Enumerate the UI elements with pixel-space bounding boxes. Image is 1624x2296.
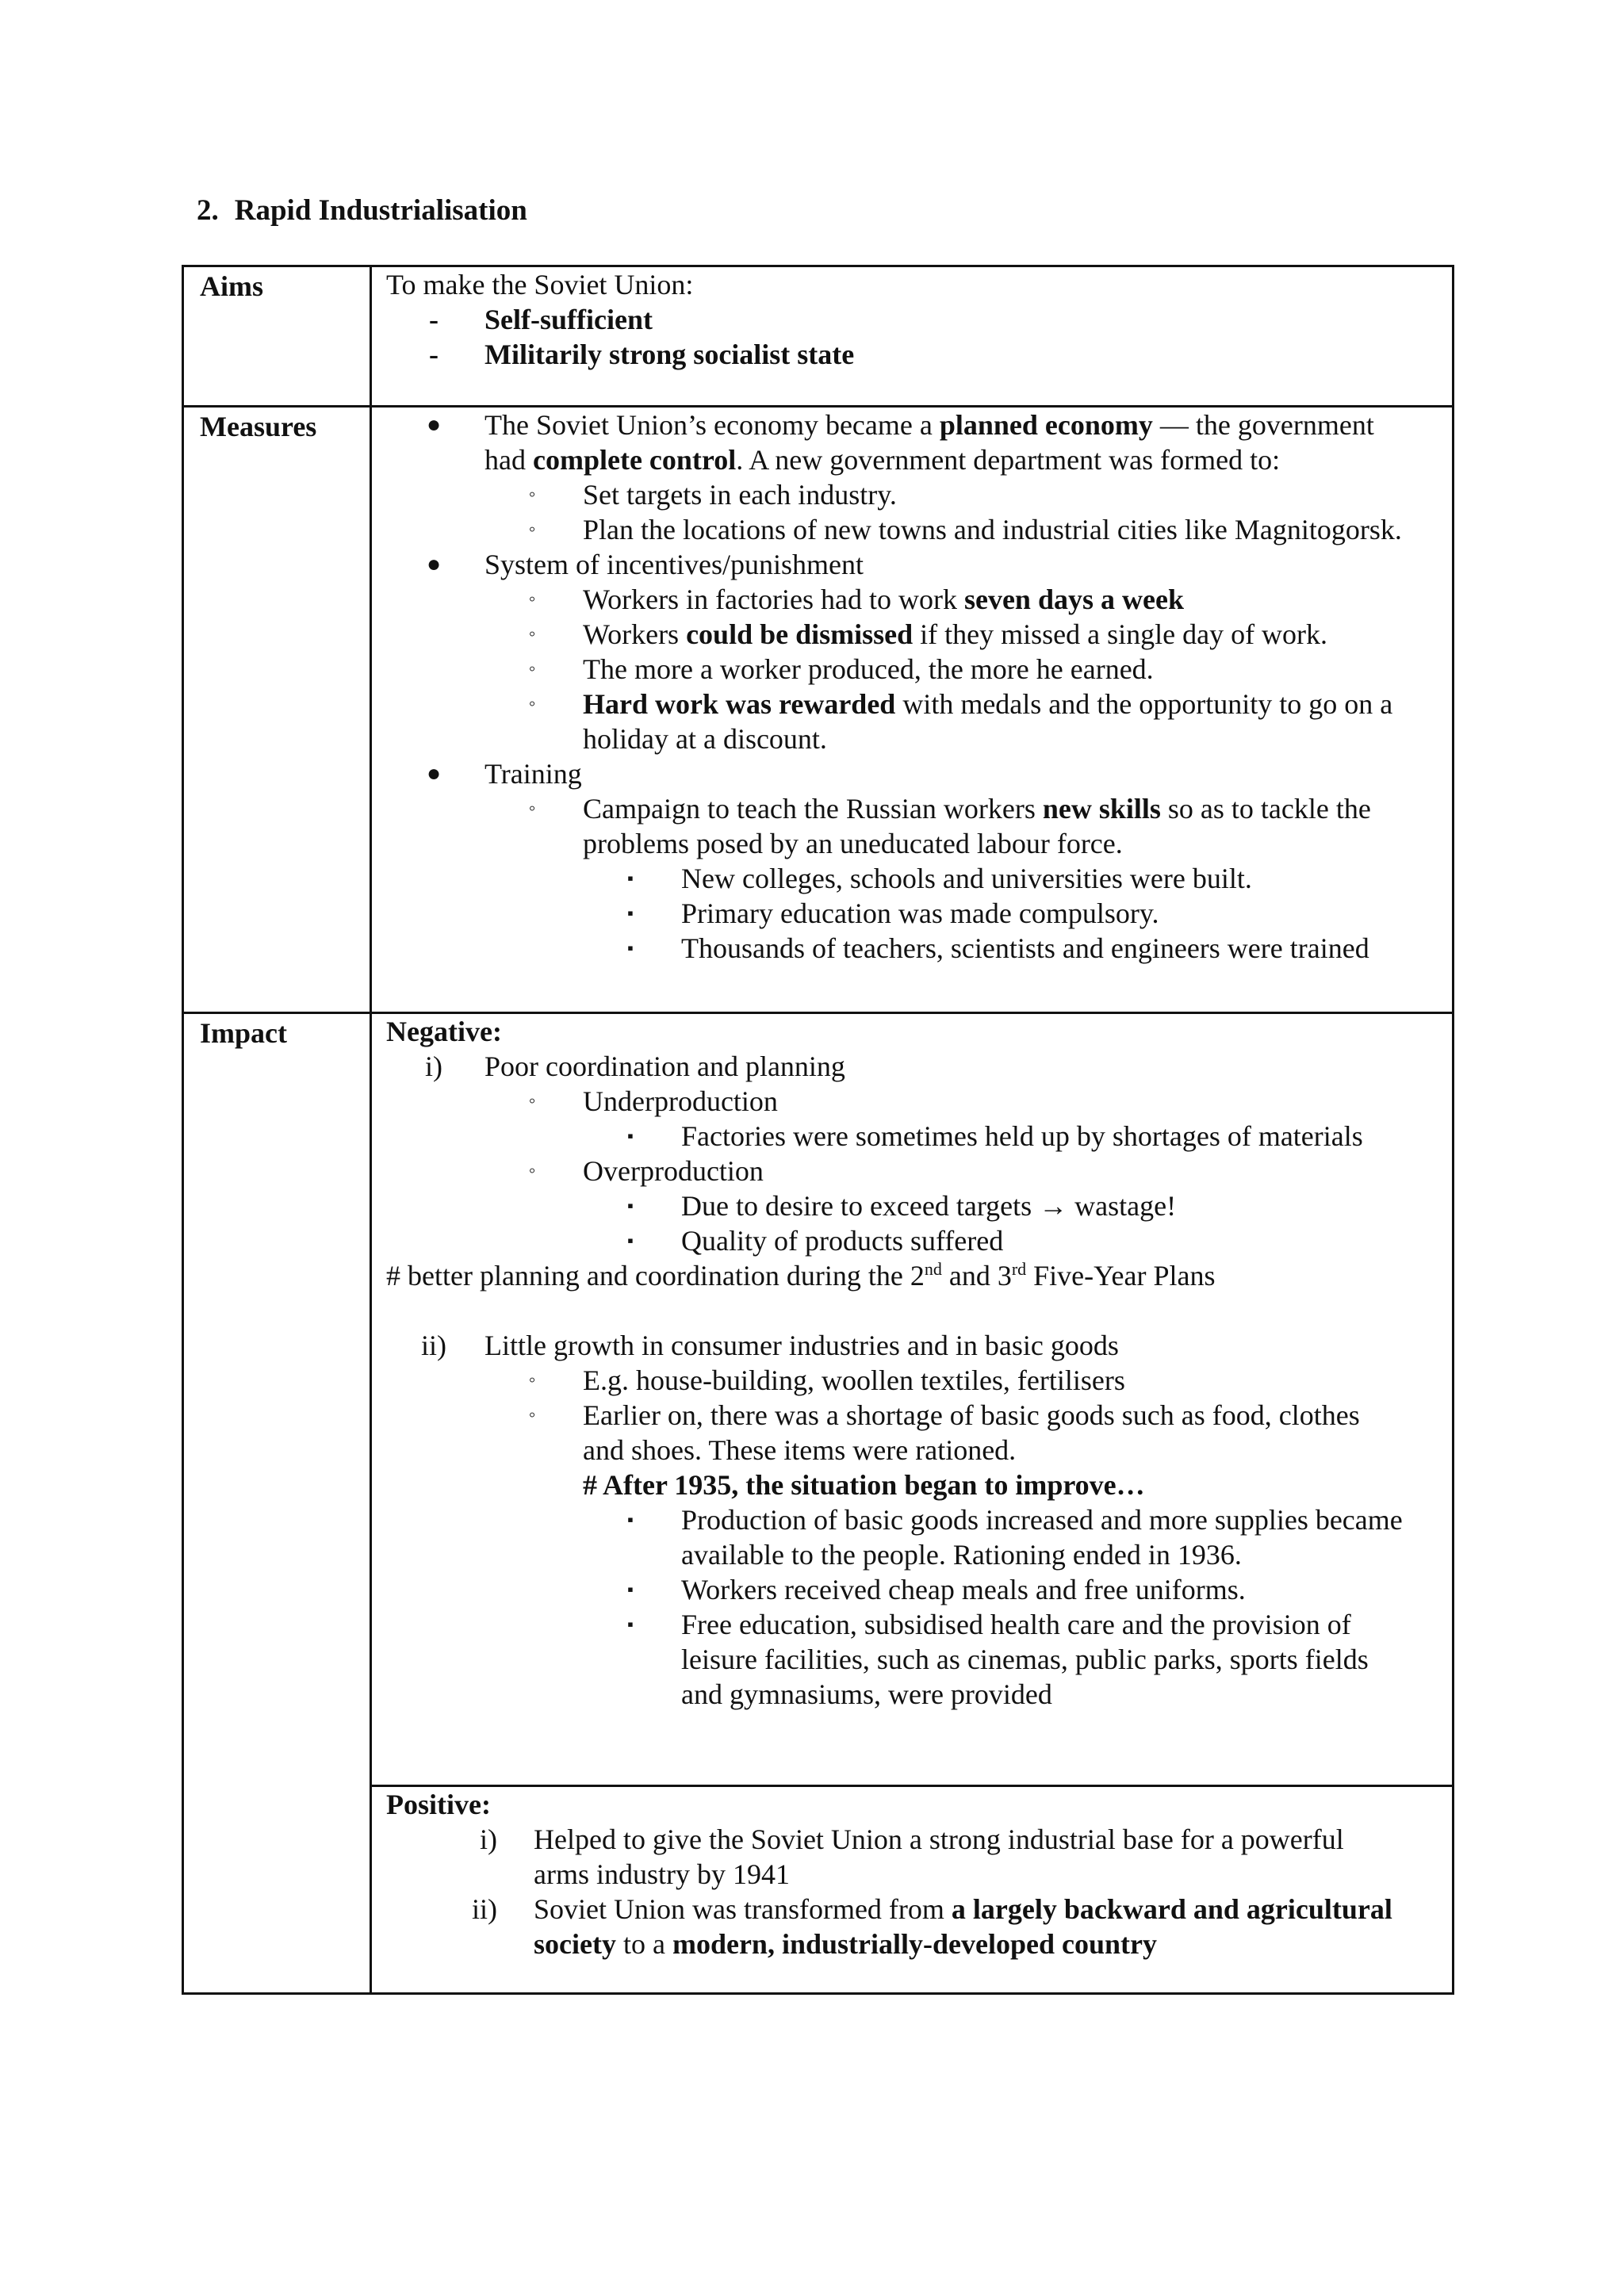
measures-bullet: ● Training (386, 756, 1452, 791)
negative-subitem: ◦ Overproduction (386, 1154, 1452, 1188)
aims-item: - Self-sufficient (386, 302, 1452, 337)
circle-bullet-icon: ◦ (528, 694, 536, 714)
circle-bullet-icon: ◦ (528, 624, 536, 645)
circle-bullet-icon: ◦ (528, 1091, 536, 1112)
circle-bullet-icon: ◦ (528, 484, 536, 505)
measures-subitem: ◦ Hard work was rewarded with medals and the opportunity to go on a holiday at a discount. (386, 687, 1452, 756)
circle-bullet-icon: ◦ (528, 519, 536, 540)
measures-subitem: ◦ Campaign to teach the Russian workers new skills so as to tackle the problems posed by an uneducated labour force. (386, 791, 1452, 861)
circle-bullet-icon: ◦ (528, 1405, 536, 1425)
negative-subitem: ◦ Earlier on, there was a shortage of basic goods such as food, clothes and shoes. These items were rationed. # After 1935, the situation began to improve… (386, 1398, 1452, 1502)
small-bullet-icon: ▪ (627, 1614, 634, 1634)
small-bullet-icon: ▪ (627, 868, 634, 888)
impact-positive-row (183, 1786, 1454, 1994)
measures-subsubitem: ▪ New colleges, schools and universities were built. (386, 861, 1452, 896)
negative-subitem: ◦ Underproduction (386, 1084, 1452, 1119)
negative-subsubitem: ▪ Workers received cheap meals and free uniforms. (386, 1572, 1452, 1607)
section-heading (197, 193, 527, 228)
negative-title: Negative: (386, 1016, 502, 1047)
negative-point-ii: ii) Little growth in consumer industries and in basic goods (421, 1330, 1119, 1361)
measures-bullet: ● The Soviet Union’s economy became a planned economy — the government had complete control. A new government department was formed to: (386, 408, 1452, 477)
impact-label: Impact (183, 1013, 371, 1994)
dash-marker: - (429, 304, 439, 335)
measures-subitem: ◦ The more a worker produced, the more he earned. (386, 652, 1452, 687)
small-bullet-icon: ▪ (627, 1510, 634, 1529)
negative-subsubitem: ▪ Due to desire to exceed targets → wastage! (386, 1188, 1452, 1223)
measures-bullet: ● System of incentives/punishment (386, 547, 1452, 582)
small-bullet-icon: ▪ (627, 903, 634, 923)
measures-subsubitem: ▪ Primary education was made compulsory. (386, 896, 1452, 931)
positive-point-ii: ii) Soviet Union was transformed from a largely backward and agricultural society to a modern, industrially-developed country (472, 1893, 1392, 1960)
measures-row (183, 407, 1454, 1013)
impact-positive-content (371, 1786, 1454, 1994)
small-bullet-icon: ▪ (627, 938, 634, 958)
section-number: 2. (197, 194, 219, 227)
aims-label: Aims (183, 266, 371, 407)
circle-bullet-icon: ◦ (528, 798, 536, 819)
small-bullet-icon: ▪ (627, 1196, 634, 1215)
bullet-icon: ● (426, 760, 442, 786)
improvement-note: # After 1935, the situation began to improve… (583, 1469, 1145, 1501)
positive-title: Positive: (386, 1789, 491, 1820)
measures-subitem: ◦ Workers in factories had to work seven days a week (386, 582, 1452, 617)
aims-content (371, 266, 1454, 407)
impact-negative-content (371, 1013, 1454, 1786)
small-bullet-icon: ▪ (627, 1126, 634, 1146)
negative-subitem: ◦ E.g. house-building, woollen textiles, fertilisers (386, 1363, 1452, 1398)
measures-subitem: ◦ Set targets in each industry. (386, 477, 1452, 512)
circle-bullet-icon: ◦ (528, 1161, 536, 1181)
dash-marker: - (429, 339, 439, 370)
aims-intro: To make the Soviet Union: (386, 269, 694, 300)
small-bullet-icon: ▪ (627, 1230, 634, 1250)
summary-table (182, 265, 1454, 1995)
section-title: Rapid Industrialisation (234, 194, 527, 227)
aims-row (183, 266, 1454, 407)
small-bullet-icon: ▪ (627, 1579, 634, 1599)
measures-label: Measures (183, 407, 371, 1013)
negative-point-i: i) Poor coordination and planning (425, 1050, 845, 1082)
measures-content (371, 407, 1454, 1013)
impact-negative-row (183, 1013, 1454, 1786)
negative-subsubitem: ▪ Factories were sometimes held up by shortages of materials (386, 1119, 1452, 1154)
planning-note: # better planning and coordination during the 2nd and 3rd Five-Year Plans (386, 1259, 1216, 1292)
negative-subsubitem: ▪ Production of basic goods increased and more supplies became available to the people. Rationing ended in 1936. (386, 1502, 1452, 1572)
circle-bullet-icon: ◦ (528, 589, 536, 610)
bullet-icon: ● (426, 411, 442, 438)
measures-subitem: ◦ Workers could be dismissed if they missed a single day of work. (386, 617, 1452, 652)
negative-subsubitem: ▪ Free education, subsidised health care and the provision of leisure facilities, such as cinemas, public parks, sports fields and gymnasiums, were provided (386, 1607, 1452, 1712)
measures-subitem: ◦ Plan the locations of new towns and industrial cities like Magnitogorsk. (386, 512, 1452, 547)
circle-bullet-icon: ◦ (528, 1370, 536, 1391)
positive-point-i: i) Helped to give the Soviet Union a strong industrial base for a powerful arms industry by 1941 (480, 1823, 1344, 1890)
negative-subsubitem: ▪ Quality of products suffered (386, 1223, 1452, 1258)
measures-subsubitem: ▪ Thousands of teachers, scientists and engineers were trained (386, 931, 1452, 966)
aims-item: - Militarily strong socialist state (386, 337, 1452, 372)
circle-bullet-icon: ◦ (528, 659, 536, 679)
bullet-icon: ● (426, 551, 442, 577)
